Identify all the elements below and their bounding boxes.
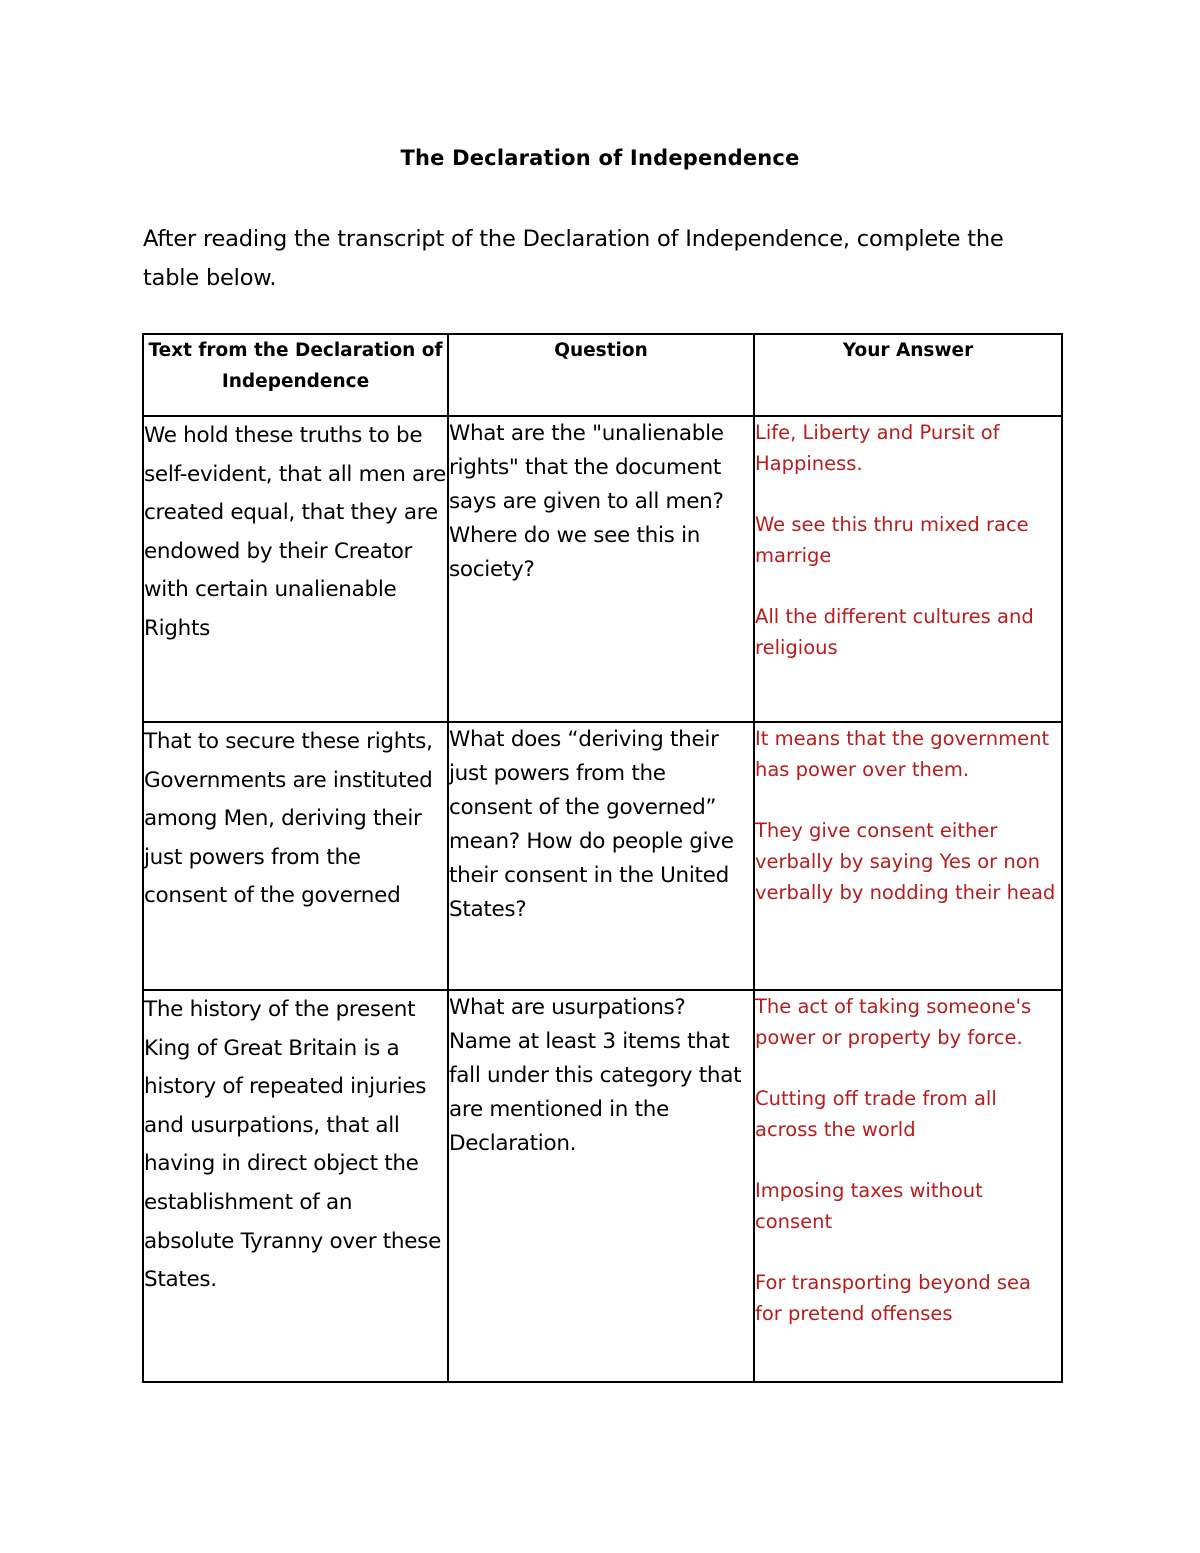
declaration-text-cell: The history of the present King of Great Britain is a history of repeated injuries and usurpations, that all having in direct object the establishment of an absolute Tyranny over these States.	[143, 990, 448, 1382]
question-cell: What does “deriving their just powers from the consent of the governed” mean? How do people give their consent in the United States?	[448, 722, 754, 990]
answer-line: Cutting off trade from all across the world	[755, 1087, 997, 1141]
table-header-row	[143, 334, 1062, 416]
declaration-text-cell: That to secure these rights, Governments are instituted among Men, deriving their just powers from the consent of the governed	[143, 722, 448, 990]
worksheet-table	[142, 333, 1063, 1383]
question-cell: What are the "unalienable rights" that the document says are given to all men? Where do we see this in society?	[448, 416, 754, 722]
answer-line: Imposing taxes without consent	[755, 1179, 983, 1233]
answer-line: We see this thru mixed race marrige	[755, 513, 1029, 567]
answer-cell[interactable]	[754, 416, 1062, 722]
instructions-paragraph: After reading the transcript of the Declaration of Independence, complete the table below.	[143, 226, 1004, 291]
answer-line: The act of taking someone's power or property by force.	[755, 995, 1032, 1049]
header-question-column: Question	[448, 334, 754, 416]
question-cell: What are usurpations? Name at least 3 items that fall under this category that are mentioned in the Declaration.	[448, 990, 754, 1382]
page-title: The Declaration of Independence	[400, 146, 800, 170]
table-row	[143, 416, 1062, 722]
answer-line: For transporting beyond sea for pretend offenses	[755, 1271, 1032, 1325]
table-row	[143, 722, 1062, 990]
answer-line: It means that the government has power over them.	[755, 727, 1050, 781]
answer-line: Life, Liberty and Pursit of Happiness.	[755, 421, 1000, 475]
header-text-column: Text from the Declaration of Independence	[143, 334, 448, 416]
answer-line: All the different cultures and religious	[755, 605, 1034, 659]
declaration-text-cell: We hold these truths to be self-evident, that all men are created equal, that they are endowed by their Creator with certain unalienable Rights	[143, 416, 448, 722]
answer-cell[interactable]	[754, 722, 1062, 990]
table-row	[143, 990, 1062, 1382]
answer-cell[interactable]	[754, 990, 1062, 1382]
answer-line: They give consent either verbally by saying Yes or non verbally by nodding their head	[755, 819, 1056, 904]
header-answer-column: Your Answer	[754, 334, 1062, 416]
